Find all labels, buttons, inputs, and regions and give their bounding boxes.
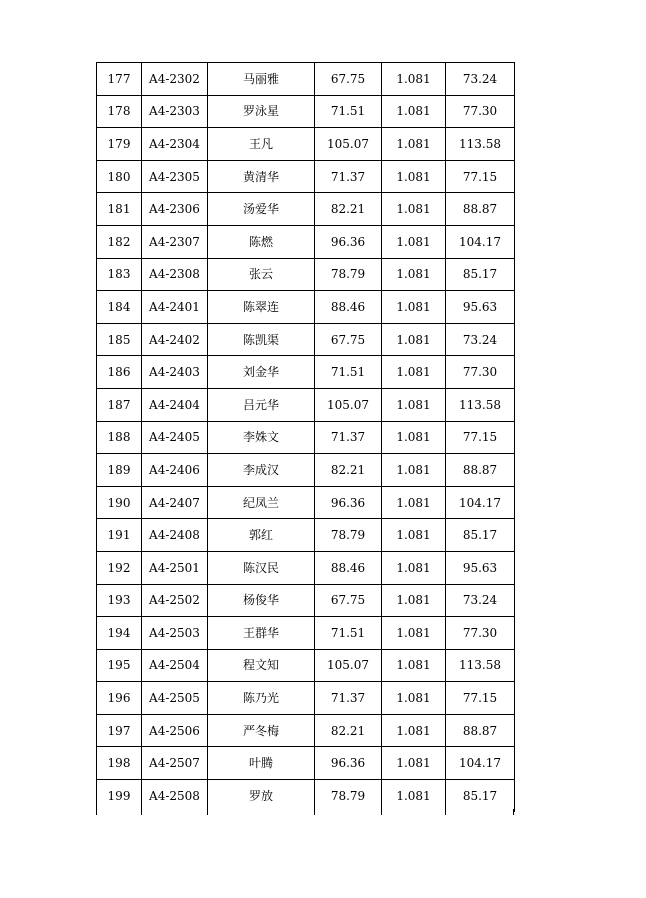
owner-name-cell: 汤爱华 bbox=[208, 193, 315, 226]
table-row bbox=[97, 714, 515, 747]
table-body bbox=[97, 63, 515, 812]
area-cell: 82.21 bbox=[315, 714, 382, 747]
table-row bbox=[97, 747, 515, 780]
area-cell: 82.21 bbox=[315, 193, 382, 226]
table-continuation bbox=[96, 809, 514, 815]
owner-name-cell: 罗放 bbox=[208, 780, 315, 812]
table-row bbox=[97, 356, 515, 389]
table-row bbox=[97, 584, 515, 617]
room-number-cell: A4-2503 bbox=[142, 617, 208, 650]
table-row bbox=[97, 682, 515, 715]
room-number-cell: A4-2307 bbox=[142, 225, 208, 258]
owner-name-cell: 郭红 bbox=[208, 519, 315, 552]
room-number-cell: A4-2403 bbox=[142, 356, 208, 389]
total-cell: 88.87 bbox=[446, 454, 515, 487]
table-row bbox=[97, 617, 515, 650]
row-number-cell: 198 bbox=[97, 747, 142, 780]
table-row bbox=[97, 454, 515, 487]
row-number-cell: 186 bbox=[97, 356, 142, 389]
total-cell: 77.15 bbox=[446, 421, 515, 454]
total-cell: 77.15 bbox=[446, 160, 515, 193]
owner-name-cell: 张云 bbox=[208, 258, 315, 291]
row-number-cell: 187 bbox=[97, 388, 142, 421]
total-cell: 73.24 bbox=[446, 584, 515, 617]
area-cell: 96.36 bbox=[315, 486, 382, 519]
table-row bbox=[97, 780, 515, 812]
area-cell: 88.46 bbox=[315, 291, 382, 324]
owner-name-cell: 陈乃光 bbox=[208, 682, 315, 715]
total-cell: 77.30 bbox=[446, 356, 515, 389]
row-number-cell: 180 bbox=[97, 160, 142, 193]
total-cell: 88.87 bbox=[446, 193, 515, 226]
factor-cell: 1.081 bbox=[382, 356, 446, 389]
total-cell: 85.17 bbox=[446, 258, 515, 291]
area-cell: 105.07 bbox=[315, 649, 382, 682]
row-number-cell: 182 bbox=[97, 225, 142, 258]
room-number-cell: A4-2507 bbox=[142, 747, 208, 780]
row-number-cell: 191 bbox=[97, 519, 142, 552]
total-cell: 73.24 bbox=[446, 63, 515, 96]
total-cell: 77.30 bbox=[446, 617, 515, 650]
owner-name-cell: 陈燃 bbox=[208, 225, 315, 258]
total-cell: 104.17 bbox=[446, 747, 515, 780]
table-row bbox=[97, 388, 515, 421]
factor-cell: 1.081 bbox=[382, 388, 446, 421]
row-number-cell: 195 bbox=[97, 649, 142, 682]
total-cell: 85.17 bbox=[446, 780, 515, 812]
owner-name-cell: 程文知 bbox=[208, 649, 315, 682]
factor-cell: 1.081 bbox=[382, 160, 446, 193]
room-number-cell: A4-2402 bbox=[142, 323, 208, 356]
row-number-cell: 184 bbox=[97, 291, 142, 324]
area-cell: 105.07 bbox=[315, 388, 382, 421]
total-cell: 73.24 bbox=[446, 323, 515, 356]
owner-name-cell: 李姝文 bbox=[208, 421, 315, 454]
owner-name-cell: 王凡 bbox=[208, 128, 315, 161]
table-row bbox=[97, 551, 515, 584]
area-cell: 67.75 bbox=[315, 584, 382, 617]
room-number-cell: A4-2504 bbox=[142, 649, 208, 682]
table-row bbox=[97, 63, 515, 96]
factor-cell: 1.081 bbox=[382, 617, 446, 650]
factor-cell: 1.081 bbox=[382, 551, 446, 584]
factor-cell: 1.081 bbox=[382, 454, 446, 487]
area-cell: 82.21 bbox=[315, 454, 382, 487]
area-cell: 78.79 bbox=[315, 258, 382, 291]
total-cell: 104.17 bbox=[446, 486, 515, 519]
total-cell: 104.17 bbox=[446, 225, 515, 258]
factor-cell: 1.081 bbox=[382, 649, 446, 682]
total-cell: 113.58 bbox=[446, 128, 515, 161]
row-number-cell: 194 bbox=[97, 617, 142, 650]
room-number-cell: A4-2305 bbox=[142, 160, 208, 193]
table-row bbox=[97, 291, 515, 324]
owner-name-cell: 黄清华 bbox=[208, 160, 315, 193]
area-cell: 71.51 bbox=[315, 356, 382, 389]
factor-cell: 1.081 bbox=[382, 682, 446, 715]
factor-cell: 1.081 bbox=[382, 780, 446, 812]
owner-name-cell: 纪凤兰 bbox=[208, 486, 315, 519]
area-cell: 67.75 bbox=[315, 63, 382, 96]
owner-name-cell: 马丽雅 bbox=[208, 63, 315, 96]
factor-cell: 1.081 bbox=[382, 95, 446, 128]
room-number-cell: A4-2508 bbox=[142, 780, 208, 812]
total-cell: 95.63 bbox=[446, 551, 515, 584]
room-number-cell: A4-2506 bbox=[142, 714, 208, 747]
owner-name-cell: 杨俊华 bbox=[208, 584, 315, 617]
factor-cell: 1.081 bbox=[382, 258, 446, 291]
area-cell: 78.79 bbox=[315, 780, 382, 812]
area-cell: 71.37 bbox=[315, 682, 382, 715]
room-number-cell: A4-2408 bbox=[142, 519, 208, 552]
factor-cell: 1.081 bbox=[382, 486, 446, 519]
table-row bbox=[97, 193, 515, 226]
room-number-cell: A4-2405 bbox=[142, 421, 208, 454]
total-cell: 85.17 bbox=[446, 519, 515, 552]
owner-name-cell: 王群华 bbox=[208, 617, 315, 650]
owner-name-cell: 刘金华 bbox=[208, 356, 315, 389]
factor-cell: 1.081 bbox=[382, 714, 446, 747]
owner-name-cell: 李成汉 bbox=[208, 454, 315, 487]
row-number-cell: 192 bbox=[97, 551, 142, 584]
area-cell: 67.75 bbox=[315, 323, 382, 356]
table-row bbox=[97, 128, 515, 161]
factor-cell: 1.081 bbox=[382, 584, 446, 617]
total-cell: 95.63 bbox=[446, 291, 515, 324]
row-number-cell: 189 bbox=[97, 454, 142, 487]
table-row bbox=[97, 649, 515, 682]
owner-name-cell: 吕元华 bbox=[208, 388, 315, 421]
area-cell: 71.51 bbox=[315, 95, 382, 128]
owner-name-cell: 陈汉民 bbox=[208, 551, 315, 584]
data-table bbox=[96, 62, 515, 812]
area-cell: 96.36 bbox=[315, 747, 382, 780]
table-row bbox=[97, 225, 515, 258]
room-number-cell: A4-2306 bbox=[142, 193, 208, 226]
row-number-cell: 188 bbox=[97, 421, 142, 454]
factor-cell: 1.081 bbox=[382, 193, 446, 226]
room-number-cell: A4-2501 bbox=[142, 551, 208, 584]
area-cell: 105.07 bbox=[315, 128, 382, 161]
row-number-cell: 178 bbox=[97, 95, 142, 128]
area-cell: 78.79 bbox=[315, 519, 382, 552]
owner-name-cell: 陈翠连 bbox=[208, 291, 315, 324]
total-cell: 113.58 bbox=[446, 649, 515, 682]
table-row bbox=[97, 258, 515, 291]
area-cell: 88.46 bbox=[315, 551, 382, 584]
owner-name-cell: 严冬梅 bbox=[208, 714, 315, 747]
factor-cell: 1.081 bbox=[382, 128, 446, 161]
row-number-cell: 177 bbox=[97, 63, 142, 96]
room-number-cell: A4-2401 bbox=[142, 291, 208, 324]
owner-name-cell: 叶腾 bbox=[208, 747, 315, 780]
row-number-cell: 185 bbox=[97, 323, 142, 356]
factor-cell: 1.081 bbox=[382, 421, 446, 454]
area-cell: 71.37 bbox=[315, 160, 382, 193]
room-number-cell: A4-2303 bbox=[142, 95, 208, 128]
room-number-cell: A4-2308 bbox=[142, 258, 208, 291]
room-number-cell: A4-2304 bbox=[142, 128, 208, 161]
table-row bbox=[97, 421, 515, 454]
row-number-cell: 199 bbox=[97, 780, 142, 812]
table-row bbox=[97, 160, 515, 193]
table-row bbox=[97, 519, 515, 552]
row-number-cell: 193 bbox=[97, 584, 142, 617]
factor-cell: 1.081 bbox=[382, 519, 446, 552]
factor-cell: 1.081 bbox=[382, 63, 446, 96]
owner-name-cell: 罗泳星 bbox=[208, 95, 315, 128]
row-number-cell: 190 bbox=[97, 486, 142, 519]
factor-cell: 1.081 bbox=[382, 323, 446, 356]
row-number-cell: 183 bbox=[97, 258, 142, 291]
area-cell: 96.36 bbox=[315, 225, 382, 258]
row-number-cell: 179 bbox=[97, 128, 142, 161]
area-cell: 71.51 bbox=[315, 617, 382, 650]
row-number-cell: 181 bbox=[97, 193, 142, 226]
total-cell: 88.87 bbox=[446, 714, 515, 747]
room-number-cell: A4-2404 bbox=[142, 388, 208, 421]
total-cell: 113.58 bbox=[446, 388, 515, 421]
area-cell: 71.37 bbox=[315, 421, 382, 454]
room-number-cell: A4-2302 bbox=[142, 63, 208, 96]
room-number-cell: A4-2406 bbox=[142, 454, 208, 487]
room-number-cell: A4-2407 bbox=[142, 486, 208, 519]
table-row bbox=[97, 486, 515, 519]
owner-name-cell: 陈凯渠 bbox=[208, 323, 315, 356]
factor-cell: 1.081 bbox=[382, 225, 446, 258]
table-row bbox=[97, 323, 515, 356]
row-number-cell: 196 bbox=[97, 682, 142, 715]
room-number-cell: A4-2502 bbox=[142, 584, 208, 617]
room-number-cell: A4-2505 bbox=[142, 682, 208, 715]
factor-cell: 1.081 bbox=[382, 747, 446, 780]
factor-cell: 1.081 bbox=[382, 291, 446, 324]
total-cell: 77.15 bbox=[446, 682, 515, 715]
row-number-cell: 197 bbox=[97, 714, 142, 747]
table-row bbox=[97, 95, 515, 128]
total-cell: 77.30 bbox=[446, 95, 515, 128]
